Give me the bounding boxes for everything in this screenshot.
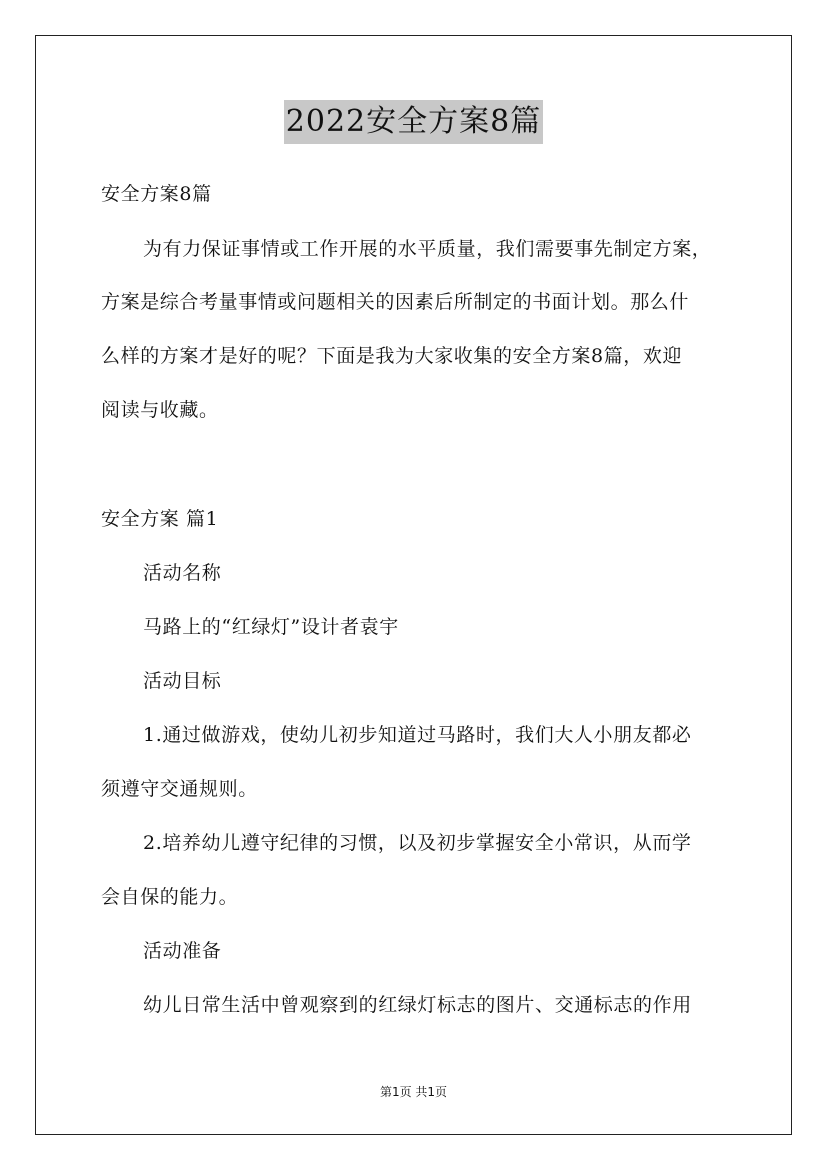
goal2-line-2: 会自保的能力。 — [101, 886, 239, 908]
page-footer: 第1页 共1页 — [379, 1085, 448, 1099]
intro-line-1: 为有力保证事情或工作开展的水平质量，我们需要事先制定方案， — [143, 238, 712, 260]
activity-name-label: 活动名称 — [143, 562, 222, 584]
goal1-line-1: 1.通过做游戏，使幼儿初步知道过马路时，我们大人小朋友都必 — [143, 724, 692, 746]
intro-line-4: 阅读与收藏。 — [101, 399, 219, 421]
document-subtitle: 安全方案8篇 — [101, 183, 212, 205]
activity-name: 马路上的“红绿灯”设计者袁宇 — [143, 616, 399, 638]
section-heading: 安全方案 篇1 — [101, 508, 219, 530]
prep-label: 活动准备 — [143, 940, 222, 962]
goal1-line-2: 须遵守交通规则。 — [101, 778, 258, 800]
goals-label: 活动目标 — [143, 670, 222, 692]
intro-line-2: 方案是综合考量事情或问题相关的因素后所制定的书面计划。那么什 — [101, 291, 690, 313]
goal2-line-1: 2.培养幼儿遵守纪律的习惯，以及初步掌握安全小常识，从而学 — [143, 832, 692, 854]
document-title: 2022安全方案8篇 — [284, 100, 543, 144]
prep-line-1: 幼儿日常生活中曾观察到的红绿灯标志的图片、交通标志的作用 — [143, 994, 692, 1016]
title-container — [0, 100, 827, 144]
intro-line-3: 么样的方案才是好的呢？下面是我为大家收集的安全方案8篇，欢迎 — [101, 345, 683, 367]
